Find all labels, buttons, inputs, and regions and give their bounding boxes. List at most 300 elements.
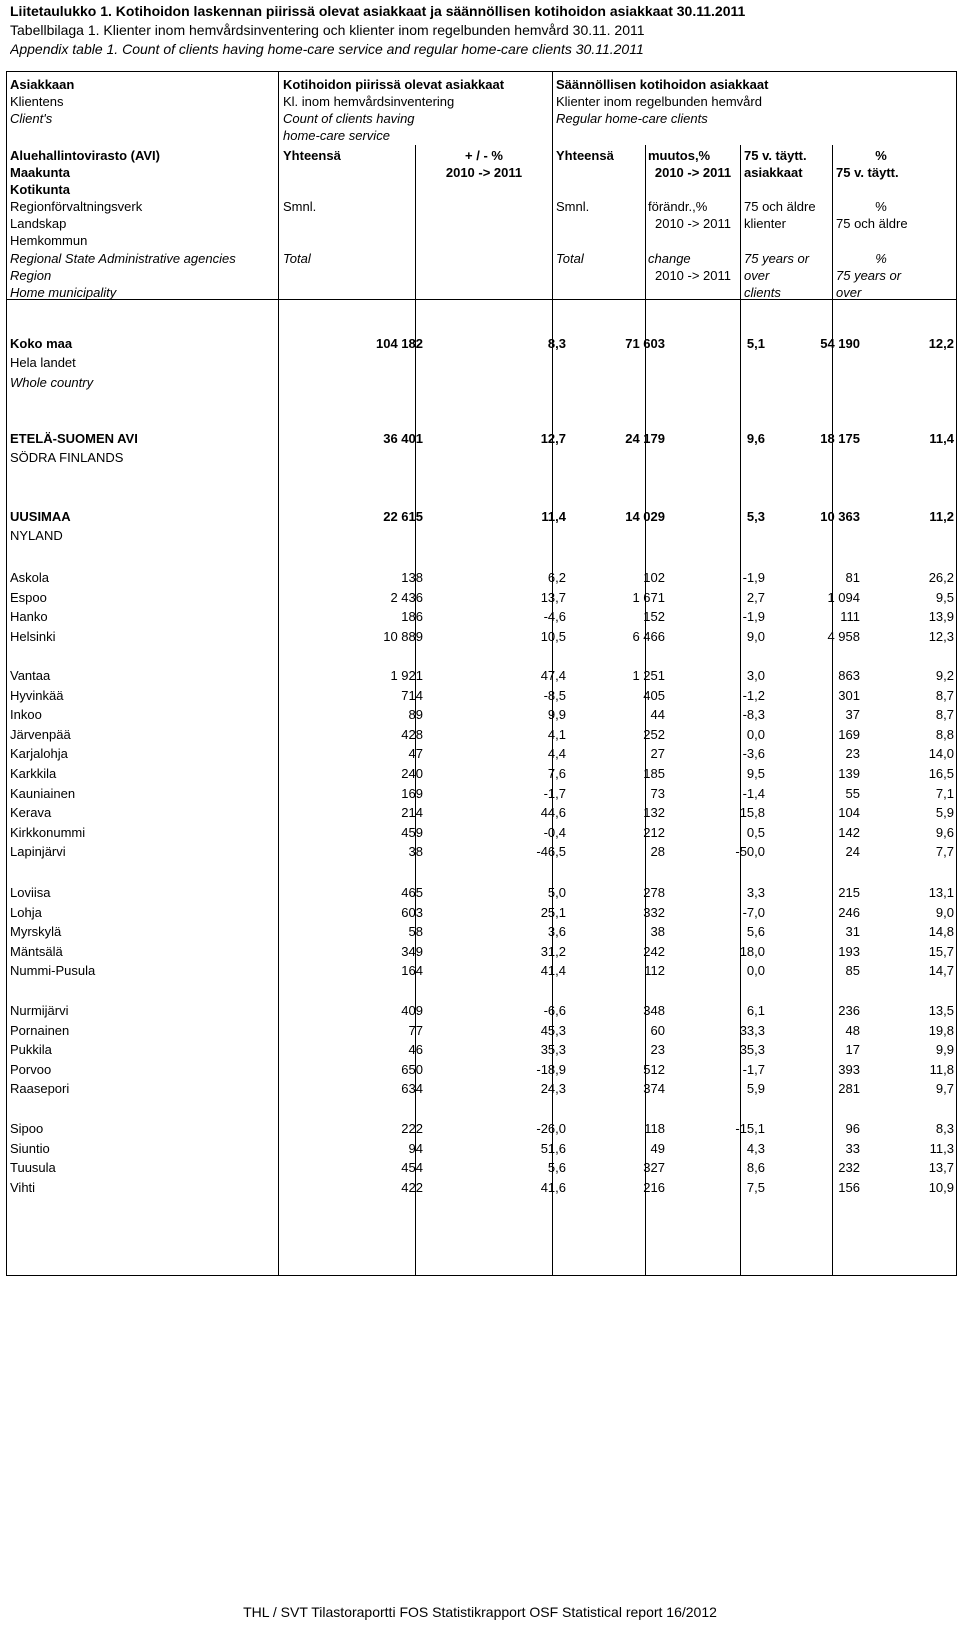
value-col-2: 47,4 (540, 668, 566, 683)
value-col-3: 27 (650, 746, 665, 761)
row-label: Vantaa (10, 668, 51, 683)
value-col-2: 3,6 (547, 924, 566, 939)
value-col-4: 5,3 (746, 509, 765, 524)
header-75-years-2: 75 years or (836, 268, 902, 283)
value-col-1: 22 615 (383, 509, 423, 524)
value-col-3: 118 (644, 1121, 665, 1136)
row-sublabel (0, 527, 960, 545)
municipality-row (0, 804, 960, 822)
value-col-5: 54 190 (820, 336, 860, 351)
row-label: Karkkila (10, 766, 57, 781)
value-col-6: 26,2 (928, 570, 954, 585)
municipality-row (0, 1002, 960, 1020)
municipality-row (0, 589, 960, 607)
value-col-2: 41,4 (540, 963, 566, 978)
municipality-row (0, 628, 960, 646)
row-sublabel-text: SÖDRA FINLANDS (10, 450, 124, 465)
header-plusminus: + / - % (465, 148, 503, 163)
value-col-2: 24,3 (540, 1081, 566, 1096)
value-col-1: 104 182 (376, 336, 423, 351)
municipality-row (0, 706, 960, 724)
value-col-6: 10,9 (928, 1180, 954, 1195)
header-divider-col2 (552, 71, 553, 300)
value-col-3: 14 029 (625, 509, 665, 524)
value-col-5: 169 (838, 727, 860, 742)
value-col-5: 85 (845, 963, 860, 978)
header-clients: clients (744, 285, 781, 300)
municipality-row (0, 569, 960, 587)
value-col-5: 33 (845, 1141, 860, 1156)
row-label: Hanko (10, 609, 48, 624)
value-col-2: 7,6 (547, 766, 566, 781)
value-col-4: -7,0 (742, 905, 765, 920)
value-col-3: 38 (650, 924, 665, 939)
value-col-2: 35,3 (540, 1042, 566, 1057)
row-label: Inkoo (10, 707, 42, 722)
summary-row (0, 430, 960, 448)
row-sublabel (0, 354, 960, 372)
value-col-2: -4,6 (543, 609, 566, 624)
value-col-6: 14,8 (928, 924, 954, 939)
value-col-2: 4,1 (547, 727, 566, 742)
value-col-4: 9,6 (746, 431, 765, 446)
header-smnl-1: Smnl. (283, 199, 317, 214)
value-col-5: 246 (838, 905, 860, 920)
value-col-2: -0,4 (543, 825, 566, 840)
header-group1-sv: Kl. inom hemvårdsinventering (283, 94, 455, 109)
value-col-3: 6 466 (632, 629, 665, 644)
value-col-5: 23 (845, 746, 860, 761)
header-client-en: Client's (10, 111, 53, 126)
value-col-2: 12,7 (540, 431, 566, 446)
value-col-2: 51,6 (540, 1141, 566, 1156)
header-years-2: 2010 -> 2011 (654, 165, 732, 180)
header-region-en-3: Home municipality (10, 285, 117, 300)
value-col-6: 13,9 (928, 609, 954, 624)
header-years-3: 2010 -> 2011 (654, 216, 732, 231)
value-col-5: 81 (845, 570, 860, 585)
header-change: change (648, 251, 691, 266)
value-col-3: 28 (650, 844, 665, 859)
header-total-1: Total (283, 251, 311, 266)
value-col-3: 102 (643, 570, 665, 585)
municipality-row (0, 1120, 960, 1138)
value-col-6: 12,2 (928, 336, 954, 351)
value-col-1: 349 (401, 944, 423, 959)
header-group2-en: Regular home-care clients (556, 111, 708, 126)
value-col-2: 31,2 (540, 944, 566, 959)
value-col-6: 5,9 (935, 805, 954, 820)
summary-row (0, 335, 960, 353)
value-col-6: 7,1 (935, 786, 954, 801)
header-75-years: 75 years or (744, 251, 810, 266)
value-col-3: 212 (643, 825, 665, 840)
value-col-1: 714 (401, 688, 423, 703)
value-col-5: 4 958 (827, 629, 860, 644)
value-col-5: 96 (845, 1121, 860, 1136)
municipality-row (0, 1159, 960, 1177)
value-col-1: 422 (401, 1180, 423, 1195)
header-asiakkaat: asiakkaat (744, 165, 803, 180)
row-sublabel (0, 374, 960, 392)
value-col-2: -46,5 (536, 844, 566, 859)
row-label: Koko maa (10, 336, 73, 351)
municipality-row (0, 923, 960, 941)
row-label: Loviisa (10, 885, 51, 900)
value-col-4: 0,0 (746, 727, 765, 742)
value-col-6: 11,4 (929, 431, 954, 446)
header-och-aldre: 75 och äldre (744, 199, 816, 214)
value-col-5: 156 (838, 1180, 860, 1195)
value-col-6: 8,7 (935, 688, 954, 703)
value-col-5: 1 094 (827, 590, 860, 605)
row-label: Järvenpää (10, 727, 71, 742)
title-finnish: Liitetaulukko 1. Kotihoidon laskennan piirissä olevat asiakkaat ja säännöllisen kotihoidon asiakkaat 30.11.2011 (10, 3, 746, 19)
value-col-6: 9,5 (935, 590, 954, 605)
value-col-1: 650 (401, 1062, 423, 1077)
value-col-2: -18,9 (536, 1062, 566, 1077)
row-label: Lohja (10, 905, 42, 920)
municipality-row (0, 1022, 960, 1040)
value-col-6: 9,7 (935, 1081, 954, 1096)
header-years-4: 2010 -> 2011 (654, 268, 732, 283)
value-col-1: 454 (401, 1160, 423, 1175)
value-col-5: 37 (845, 707, 860, 722)
value-col-4: 5,1 (746, 336, 765, 351)
row-label: UUSIMAA (10, 509, 71, 524)
header-region-fi-1: Aluehallintovirasto (AVI) (10, 148, 160, 163)
value-col-4: 5,6 (746, 924, 765, 939)
value-col-5: 142 (838, 825, 860, 840)
value-col-3: 405 (643, 688, 665, 703)
header-over: over (744, 268, 770, 283)
row-label: Kirkkonummi (10, 825, 86, 840)
value-col-4: 8,6 (746, 1160, 765, 1175)
value-col-3: 60 (650, 1023, 665, 1038)
value-col-3: 278 (643, 885, 665, 900)
value-col-3: 252 (643, 727, 665, 742)
value-col-3: 216 (643, 1180, 665, 1195)
value-col-2: 10,5 (540, 629, 566, 644)
value-col-5: 301 (838, 688, 860, 703)
value-col-3: 327 (643, 1160, 665, 1175)
municipality-row (0, 745, 960, 763)
value-col-5: 10 363 (820, 509, 860, 524)
header-muutos: muutos,% (648, 148, 711, 163)
value-col-4: -50,0 (735, 844, 765, 859)
value-col-1: 38 (408, 844, 423, 859)
header-yhteensa-1: Yhteensä (283, 148, 341, 163)
value-col-1: 10 889 (383, 629, 423, 644)
value-col-4: -1,9 (742, 609, 765, 624)
value-col-6: 19,8 (928, 1023, 954, 1038)
header-region-en-2: Region (10, 268, 52, 283)
header-divider-col1 (278, 71, 279, 300)
municipality-row (0, 608, 960, 626)
municipality-row (0, 667, 960, 685)
value-col-6: 7,7 (935, 844, 954, 859)
value-col-1: 428 (401, 727, 423, 742)
header-group1-fi: Kotihoidon piirissä olevat asiakkaat (283, 77, 505, 92)
row-sublabel-text: Whole country (10, 375, 94, 390)
value-col-2: 45,3 (540, 1023, 566, 1038)
value-col-6: 13,1 (928, 885, 954, 900)
value-col-3: 242 (643, 944, 665, 959)
row-label: Lapinjärvi (10, 844, 66, 859)
municipality-row (0, 884, 960, 902)
municipality-row (0, 765, 960, 783)
value-col-5: 24 (845, 844, 860, 859)
value-col-6: 13,7 (928, 1160, 954, 1175)
value-col-3: 1 671 (632, 590, 665, 605)
header-over-2: over (836, 285, 862, 300)
value-col-6: 14,0 (928, 746, 954, 761)
value-col-1: 2 436 (390, 590, 423, 605)
value-col-4: 6,1 (746, 1003, 765, 1018)
header-75-fi-2: 75 v. täytt. (836, 165, 899, 180)
value-col-4: 4,3 (746, 1141, 765, 1156)
row-label: Myrskylä (10, 924, 62, 939)
header-smnl-2: Smnl. (556, 199, 590, 214)
value-col-5: 55 (845, 786, 860, 801)
value-col-1: 214 (401, 805, 423, 820)
value-col-4: 9,5 (746, 766, 765, 781)
value-col-1: 634 (401, 1081, 423, 1096)
header-client-fi: Asiakkaan (10, 77, 75, 92)
header-total-2: Total (556, 251, 584, 266)
value-col-4: 5,9 (746, 1081, 765, 1096)
value-col-4: 3,3 (746, 885, 765, 900)
row-label: Nurmijärvi (10, 1003, 69, 1018)
value-col-4: 15,8 (739, 805, 765, 820)
municipality-row (0, 1061, 960, 1079)
value-col-3: 73 (650, 786, 665, 801)
header-region-sv-2: Landskap (10, 216, 67, 231)
row-label: Vihti (10, 1180, 36, 1195)
value-col-1: 36 401 (383, 431, 423, 446)
value-col-1: 1 921 (390, 668, 423, 683)
value-col-1: 47 (408, 746, 423, 761)
value-col-5: 281 (838, 1081, 860, 1096)
value-col-5: 193 (838, 944, 860, 959)
header-pct-fi: % (875, 148, 887, 163)
value-col-2: 6,2 (547, 570, 566, 585)
row-label: Mäntsälä (10, 944, 63, 959)
value-col-1: 94 (408, 1141, 423, 1156)
value-col-1: 186 (401, 609, 423, 624)
value-col-2: 13,7 (540, 590, 566, 605)
row-label: Raasepori (10, 1081, 70, 1096)
value-col-1: 89 (408, 707, 423, 722)
value-col-4: -1,4 (742, 786, 765, 801)
value-col-4: 35,3 (739, 1042, 765, 1057)
value-col-1: 164 (401, 963, 423, 978)
value-col-4: 2,7 (746, 590, 765, 605)
row-label: Pornainen (10, 1023, 70, 1038)
row-label: Tuusula (10, 1160, 56, 1175)
value-col-6: 13,5 (928, 1003, 954, 1018)
value-col-1: 46 (408, 1042, 423, 1057)
value-col-2: 41,6 (540, 1180, 566, 1195)
value-col-4: -8,3 (742, 707, 765, 722)
value-col-2: -8,5 (543, 688, 566, 703)
value-col-6: 9,0 (935, 905, 954, 920)
value-col-6: 14,7 (928, 963, 954, 978)
value-col-4: -1,7 (742, 1062, 765, 1077)
row-label: Nummi-Pusula (10, 963, 96, 978)
value-col-1: 77 (408, 1023, 423, 1038)
value-col-5: 31 (845, 924, 860, 939)
header-years-1: 2010 -> 2011 (445, 165, 523, 180)
value-col-5: 17 (845, 1042, 860, 1057)
row-label: Karjalohja (10, 746, 68, 761)
value-col-6: 9,9 (935, 1042, 954, 1057)
value-col-4: 0,0 (746, 963, 765, 978)
header-group2-fi: Säännöllisen kotihoidon asiakkaat (556, 77, 769, 92)
header-region-fi-3: Kotikunta (10, 182, 70, 197)
row-label: Hyvinkää (10, 688, 64, 703)
value-col-2: 5,6 (547, 1160, 566, 1175)
header-75-fi: 75 v. täytt. (744, 148, 807, 163)
row-label: Siuntio (10, 1141, 50, 1156)
header-group1-en: Count of clients having (283, 111, 415, 126)
value-col-6: 12,3 (928, 629, 954, 644)
value-col-1: 603 (401, 905, 423, 920)
table-titles (10, 2, 960, 59)
municipality-row (0, 962, 960, 980)
header-och-aldre-2: 75 och äldre (836, 216, 908, 231)
row-label: Porvoo (10, 1062, 52, 1077)
row-label: Kerava (10, 805, 52, 820)
value-col-6: 11,2 (929, 509, 954, 524)
report-footer: THL / SVT Tilastoraportti FOS Statistikrapport OSF Statistical report 16/2012 (243, 1604, 717, 1620)
value-col-5: 104 (838, 805, 860, 820)
value-col-2: 44,6 (540, 805, 566, 820)
value-col-5: 48 (845, 1023, 860, 1038)
value-col-5: 18 175 (820, 431, 860, 446)
value-col-3: 332 (643, 905, 665, 920)
value-col-5: 863 (838, 668, 860, 683)
row-label: Sipoo (10, 1121, 44, 1136)
value-col-3: 112 (644, 963, 665, 978)
value-col-5: 232 (838, 1160, 860, 1175)
header-group2-sv: Klienter inom regelbunden hemvård (556, 94, 762, 109)
value-col-3: 348 (643, 1003, 665, 1018)
value-col-1: 222 (401, 1121, 423, 1136)
header-region-sv-1: Regionförvaltningsverk (10, 199, 143, 214)
value-col-2: 4,4 (547, 746, 566, 761)
value-col-5: 215 (838, 885, 860, 900)
value-col-2: -1,7 (543, 786, 566, 801)
value-col-6: 8,7 (935, 707, 954, 722)
municipality-row (0, 1140, 960, 1158)
value-col-6: 9,2 (935, 668, 954, 683)
value-col-3: 71 603 (625, 336, 665, 351)
municipality-row (0, 726, 960, 744)
title-swedish: Tabellbilaga 1. Klienter inom hemvårdsinventering och klienter inom regelbunden hemvård 30.11. 2011 (10, 22, 645, 38)
value-col-1: 409 (401, 1003, 423, 1018)
value-col-3: 49 (650, 1141, 665, 1156)
value-col-3: 152 (643, 609, 665, 624)
value-col-4: 7,5 (746, 1180, 765, 1195)
value-col-6: 11,8 (929, 1062, 954, 1077)
header-pct-en: % (875, 251, 887, 266)
value-col-2: 11,4 (541, 509, 566, 524)
row-sublabel (0, 449, 960, 467)
municipality-row (0, 843, 960, 861)
header-klienter: klienter (744, 216, 786, 231)
value-col-5: 393 (838, 1062, 860, 1077)
municipality-row (0, 785, 960, 803)
value-col-4: -15,1 (735, 1121, 765, 1136)
value-col-6: 15,7 (928, 944, 954, 959)
value-col-3: 23 (650, 1042, 665, 1057)
municipality-row (0, 904, 960, 922)
header-forandr: förändr.,% (648, 199, 708, 214)
header-group1-en2: home-care service (283, 128, 390, 143)
header-region-en-1: Regional State Administrative agencies (10, 251, 236, 266)
summary-row (0, 508, 960, 526)
municipality-row (0, 943, 960, 961)
value-col-4: 33,3 (739, 1023, 765, 1038)
value-col-3: 185 (643, 766, 665, 781)
row-sublabel-text: Hela landet (10, 355, 76, 370)
value-col-6: 8,8 (935, 727, 954, 742)
value-col-3: 132 (643, 805, 665, 820)
value-col-2: 9,9 (547, 707, 566, 722)
value-col-6: 16,5 (928, 766, 954, 781)
value-col-3: 512 (643, 1062, 665, 1077)
value-col-4: -1,2 (742, 688, 765, 703)
row-label: Helsinki (10, 629, 56, 644)
header-pct-sv: % (875, 199, 887, 214)
value-col-3: 374 (643, 1081, 665, 1096)
header-yhteensa-2: Yhteensä (556, 148, 614, 163)
value-col-2: -6,6 (543, 1003, 566, 1018)
value-col-6: 11,3 (929, 1141, 954, 1156)
value-col-3: 1 251 (632, 668, 665, 683)
municipality-row (0, 824, 960, 842)
value-col-4: 0,5 (746, 825, 765, 840)
row-sublabel-text: NYLAND (10, 528, 63, 543)
value-col-5: 139 (838, 766, 860, 781)
header-region-fi-2: Maakunta (10, 165, 70, 180)
municipality-row (0, 1080, 960, 1098)
header-region-sv-3: Hemkommun (10, 233, 88, 248)
municipality-row (0, 687, 960, 705)
row-label: Espoo (10, 590, 47, 605)
value-col-4: 3,0 (746, 668, 765, 683)
value-col-1: 240 (401, 766, 423, 781)
value-col-3: 44 (650, 707, 665, 722)
value-col-2: 25,1 (540, 905, 566, 920)
value-col-6: 8,3 (935, 1121, 954, 1136)
value-col-2: -26,0 (536, 1121, 566, 1136)
value-col-5: 111 (840, 609, 860, 624)
value-col-4: -1,9 (742, 570, 765, 585)
value-col-1: 459 (401, 825, 423, 840)
value-col-3: 24 179 (625, 431, 665, 446)
value-col-5: 236 (838, 1003, 860, 1018)
value-col-6: 9,6 (935, 825, 954, 840)
value-col-4: -3,6 (742, 746, 765, 761)
row-label: ETELÄ-SUOMEN AVI (10, 431, 138, 446)
header-client-sv: Klientens (10, 94, 64, 109)
row-label: Askola (10, 570, 50, 585)
value-col-1: 169 (401, 786, 423, 801)
row-label: Kauniainen (10, 786, 76, 801)
municipality-row (0, 1179, 960, 1197)
